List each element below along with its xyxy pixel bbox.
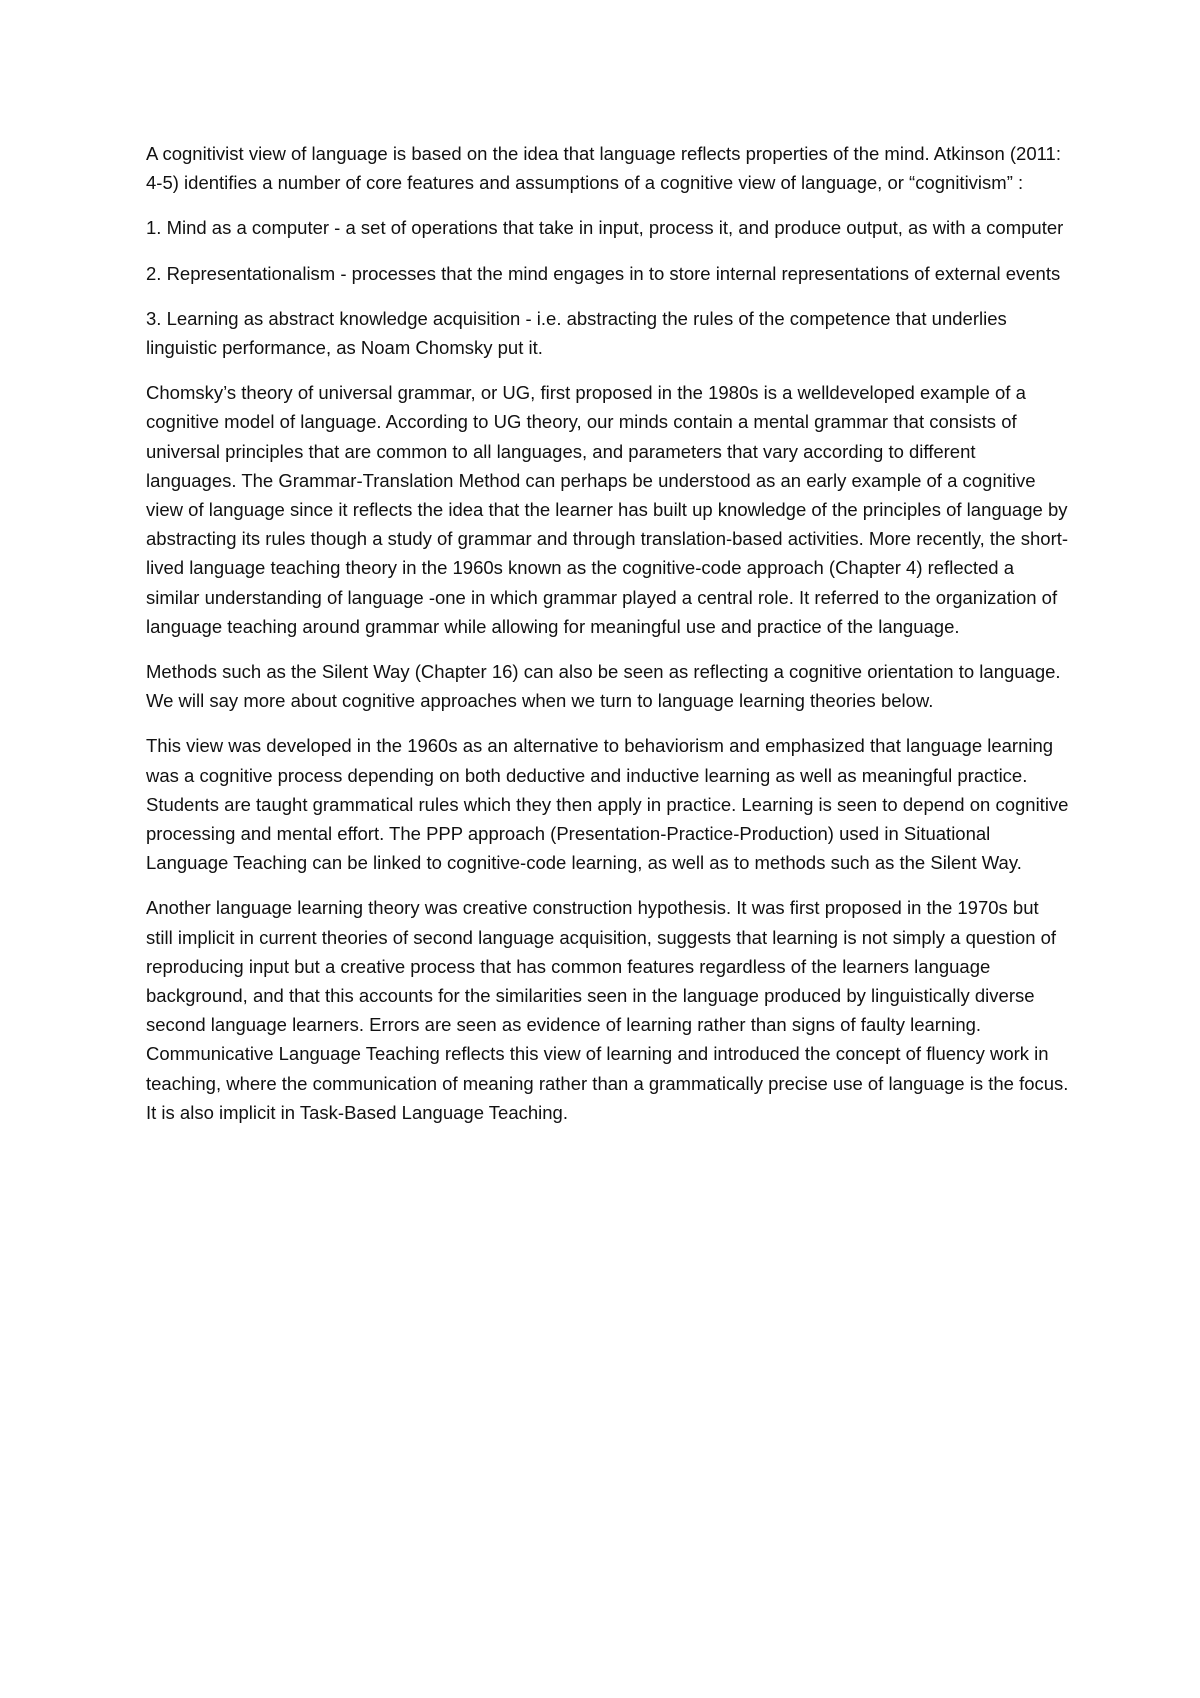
paragraph-silent-way: Methods such as the Silent Way (Chapter 16) can also be seen as reflecting a cognitive orientation to language. We will say more about cognitive approaches when we turn to language learning theories below. bbox=[146, 661, 1061, 712]
paragraph-universal-grammar: Chomsky’s theory of universal grammar, or UG, first proposed in the 1980s is a welldeveloped example of a cognitive model of language. According to UG theory, our minds contain a mental grammar that consists of universal principles that are common to all languages, and parameters that vary according to different languages. The Grammar-Translation Method can perhaps be understood as an early example of a cognitive view of language since it reflects the idea that the learner has built up knowledge of the principles of language by abstracting its rules though a study of grammar and through translation-based activities. More recently, the short-lived language teaching theory in the 1960s known as the cognitive-code approach (Chapter 4) reflected a similar understanding of language -one in which grammar played a central role. It referred to the organization of language teaching around grammar while allowing for meaningful use and practice of the language. bbox=[146, 382, 1069, 637]
paragraph-list-item-3: 3. Learning as abstract knowledge acquisition - i.e. abstracting the rules of the competence that underlies linguistic performance, as Noam Chomsky put it. bbox=[146, 307, 1007, 359]
paragraph-creative-construction: Another language learning theory was creative construction hypothesis. It was first proposed in the 1970s but still implicit in current theories of second language acquisition, suggests that learning is not simply a question of reproducing input but a creative process that has common features regardless of the learners language background, and that this accounts for the similarities seen in the language produced by linguistically diverse second language learners. Errors are seen as evidence of learning rather than signs of faulty learning. Communicative Language Teaching reflects this view of learning and introduced the concept of fluency work in teaching, where the communication of meaning rather than a grammatically precise use of language is the focus. It is also implicit in Task-Based Language Teaching. bbox=[146, 897, 1069, 1123]
paragraph-1960s-view: This view was developed in the 1960s as an alternative to behaviorism and emphasized that language learning was a cognitive process depending on both deductive and inductive learning as well as meaningful practice. Students are taught grammatical rules which they then apply in practice. Learning is seen to depend on cognitive processing and mental effort. The PPP approach (Presentation-Practice-Production) used in Situational Language Teaching can be linked to cognitive-code learning, as well as to methods such as the Silent Way. bbox=[146, 735, 1069, 874]
paragraph-intro: A cognitivist view of language is based on the idea that language reflects properties of the mind. Atkinson (2011: 4-5) identifies a number of core features and assumptions of a cognitive view of language, or “cognitivism” : bbox=[146, 143, 1061, 194]
paragraph-list-item-2: 2. Representationalism - processes that the mind engages in to store internal representations of external events bbox=[146, 262, 1061, 284]
paragraph-list-item-1: 1. Mind as a computer - a set of operations that take in input, process it, and produce output, as with a computer bbox=[146, 217, 1064, 239]
